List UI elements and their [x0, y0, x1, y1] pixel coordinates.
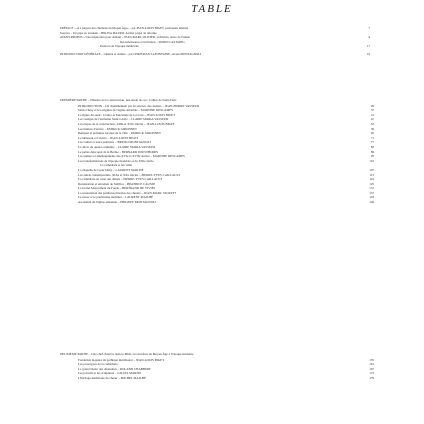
toc-entry-page: 143: [369, 195, 374, 200]
toc-entry-text: Le grand chœur des chanoines – ROLAND CHABBERT: [78, 366, 151, 371]
toc-entry-text: Les prototypes de la cathédrale: [78, 362, 118, 367]
toc-entry-page: 95: [370, 154, 374, 159]
toc-entry-page: 89: [370, 149, 374, 154]
toc-entry-text: La restauration des peintures murales des chœurs – JEAN-MARC STOUFFS: [78, 190, 177, 195]
toc-entry-page: 113: [369, 172, 374, 177]
intro-line-page: 9: [368, 35, 370, 40]
toc-entry-page: 71: [370, 135, 374, 140]
part-one-title: PREMIÈRE PARTIE – Histoire de la construction, une étude de cas : Cahier de Saint-Tiers: [60, 98, 177, 102]
toc-entry-text: La figure du saint : Cloître et l'ancienne de la Croix – JEAN-LOUIS BIGET: [78, 112, 176, 117]
toc-entry-text: Restauration et entretien de l'édifice – BÉATRICE CAUSSE: [78, 181, 156, 186]
intro-line-text: INTRODUCTION GÉNÉRALE – Cinéma et culture – par CHRISTIAN LAFONTAINE, ancien MONTAGNOLI: [60, 51, 202, 56]
toc-entry-text: Les étapes de la construction, XIIIe et XIVe siècles – JEAN-LOUIS BIGET: [78, 121, 175, 126]
toc-entry-text: Ascension de l'église abbatiale – PHILIPPE MONTAGNOLI: [78, 200, 157, 205]
toc-entry-text: Le trésor et le patrimoine mobilier – LAURENT MAILHÉ: [78, 195, 154, 200]
toc-entry-page: 161: [369, 362, 374, 367]
toc-entry-text: Les vestiges de l'ancienne Saint-Cécile – CLAIRE MARIA VASSEUR: [78, 117, 169, 122]
intro-line-text: AVANT-PROPOS – Une inspiration pour demain – JEAN-MARC OLIVIER, archiviste, notes de l'auteur: [60, 35, 191, 40]
toc-entry-page: 173: [369, 371, 374, 376]
intro-line-page: 19: [366, 51, 370, 56]
toc-entry-page: 179: [369, 375, 374, 380]
intro-line-page: 7: [368, 26, 370, 30]
toc-entry-page: 53: [370, 121, 374, 126]
toc-entry-page: 131: [369, 186, 374, 191]
toc-entry-text: Les transformations de l'époque moderne et du XIXe siècle: [78, 158, 154, 163]
toc-entry-text: INTRODUCTION – Un cheminement par les siècles, des ateliers – JEAN-PIERRE VASSEUR: [78, 103, 200, 108]
toc-entry-page: 59: [370, 126, 374, 131]
toc-entry[interactable]: [60, 200, 374, 205]
toc-entry-text: L'héritage médiévale du chœur – MICHEL MAILHÉ: [78, 375, 146, 380]
toc-entry-text: Les ateliers et aménagements des XVIe et XVIIe siècles – MARTINE DESCAMPS: [78, 154, 185, 159]
part-one-entries: [60, 104, 374, 205]
toc-entry-text: Le Grand Mouvement du Fonds – BERTRAND DE VIVIÉS: [78, 186, 156, 191]
toc-entry-page: 125: [369, 181, 374, 186]
intro-line-text: Sources – Un pape au tournant – BRUNA MAURO, dernier projet de réforme: [60, 30, 157, 35]
toc-entry-page: 77: [370, 140, 374, 145]
toc-entry-text: Saint-Cluny et les origines de l'église abbatiale – MARTINE DESCAMPS: [78, 108, 173, 113]
toc-entry-text: Les voûtes et leurs peintures – BRUNO MONTAGNOLI: [78, 140, 151, 145]
toc-entry-text: La cathédrale et les villes: [100, 163, 133, 168]
part-two-entries: [60, 358, 374, 381]
toc-entry-text: Rempart et politique lorsque de la ville – PATRICK GIRONNET: [78, 131, 162, 136]
intro-block: [60, 26, 370, 57]
toc-entry-page: 65: [370, 131, 374, 136]
toc-entry-text: Fondation majeure du gothique méridional – JEAN-LOUIS BIGET: [78, 357, 165, 362]
intro-line: [60, 44, 370, 49]
toc-entry-text: La cathédrale au cœur des débats – PIERRE-YVES CAILLAULT: [78, 177, 163, 182]
toc-entry-page: 137: [369, 190, 374, 195]
toc-entry-text: Les autels contemporains, XIXe et XXe siècles – PIERRE-YVES CAILLAULT: [78, 172, 181, 177]
toc-entry-page: 83: [370, 144, 374, 149]
part-two: [60, 352, 374, 381]
page-title: TABLE: [191, 3, 233, 15]
part-two-title: DEUXIÈME PARTIE – Une chef-d'œuvre dans le Midi, au carrefour du Moyen Âge à l'époque moderne: [60, 352, 194, 356]
toc-entry-page: 37: [370, 108, 374, 113]
intro-line-text: Reconnaissance et invitation – SIMON CASTAING: [120, 39, 185, 44]
toc-entry-text: Les portails et les sculptures – GILLES MARTIN: [78, 371, 142, 376]
toc-entry-text: Les maîtres d'œuvre – PATRICK GIRONNET: [78, 126, 137, 131]
toc-entry-text: La chapelle de Cœur Duby – LAURENT MAILHÉ: [78, 167, 144, 172]
toc-entry-page: 155: [369, 357, 374, 362]
intro-line-page: 17: [366, 44, 370, 49]
intro-line-text: Postface de l'époque médiévale: [100, 44, 139, 49]
toc-entry-page: 41: [370, 112, 374, 117]
part-one: [60, 98, 374, 205]
toc-entry-page: 47: [370, 117, 374, 122]
toc-entry-page: 101: [369, 158, 374, 163]
toc-entry-page: 149: [369, 200, 374, 205]
toc-entry[interactable]: [60, 376, 374, 381]
toc-entry-page: 119: [369, 177, 374, 182]
intro-line-text: PRÉFACE – «La plupart des chrétiens du Moyen Âge» – par JEAN-LOUIS BIGET, professeur émérite: [60, 26, 189, 30]
toc-entry-text: Le décor du quatre-centième – CLAIRE MARIA VASSEUR: [78, 144, 156, 149]
toc-entry-page: 167: [369, 366, 374, 371]
toc-entry-page: 107: [369, 167, 374, 172]
toc-entry-text: Le bâtisseur et l'œuvre – JEAN-LOUIS BIGET: [78, 135, 139, 140]
intro-line: [60, 52, 370, 57]
toc-entry-text: Le palais épiscopal de la Berbie – BERNARD POUSTHOMIS: [78, 149, 159, 154]
toc-entry-page: 29: [370, 103, 374, 108]
